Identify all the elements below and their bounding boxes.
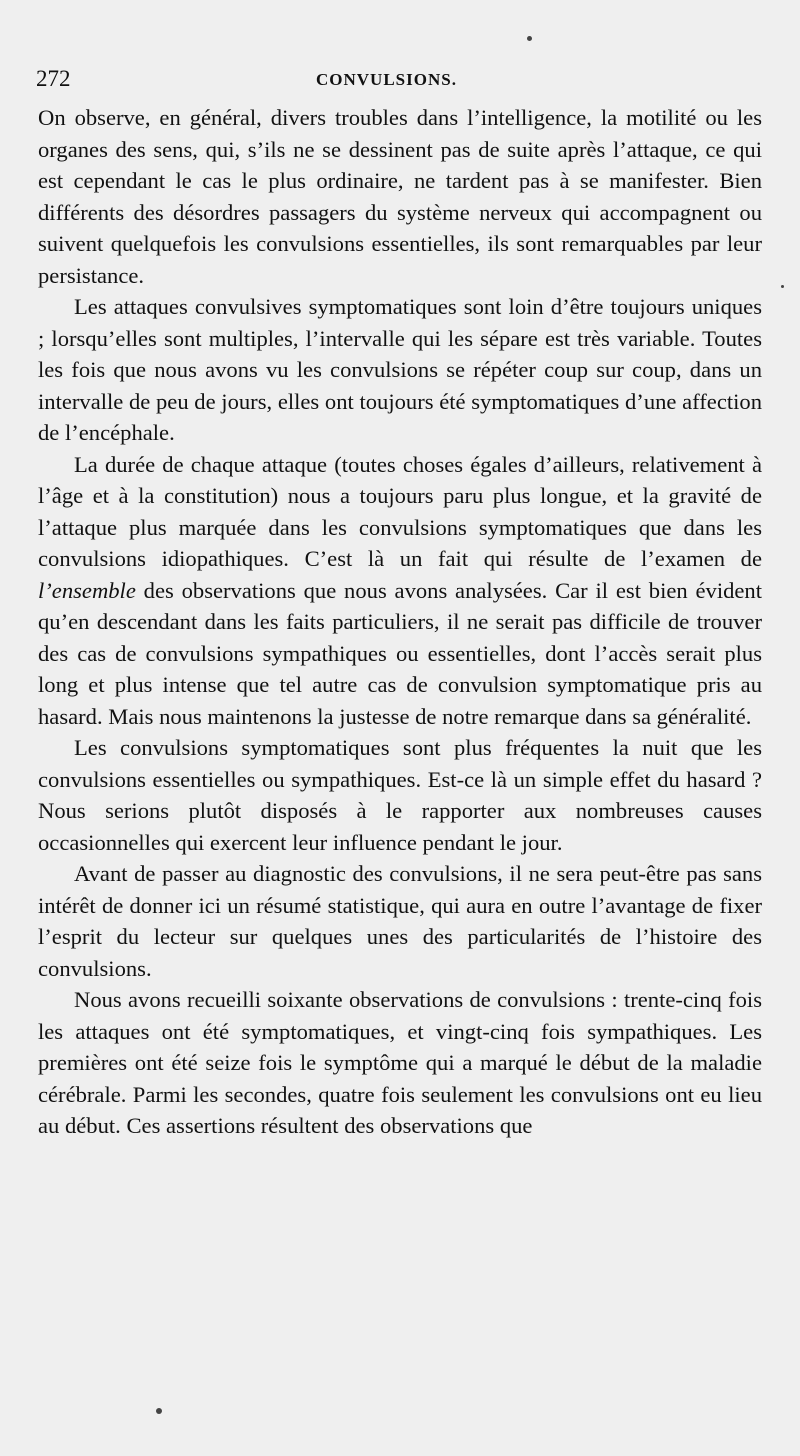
paragraph-4: Les convulsions symptomatiques sont plus fréquentes la nuit que les convulsions essentielles ou sympathiques. Est-ce là un simple effet du hasard ? Nous serions plutôt disposés à le rapporter aux nombreuses causes occasionnelles qui exercent leur influence pendant le jour.: [38, 735, 762, 855]
page-number: 272: [36, 66, 71, 91]
paragraph-3-text-before: La durée de chaque attaque (toutes choses égales d’ailleurs, relativement à l’âge et à la constitution) nous a toujours paru plus longue, et la gravité de l’attaque plus marquée dans les convulsions symptomatiques que dans les convulsions idiopathiques. C’est là un fait qui résulte de l’examen de: [38, 451, 762, 571]
paragraph-2: Les attaques convulsives symptomatiques sont loin d’être toujours uniques ; lorsqu’elles sont multiples, l’intervalle qui les sépare est très variable. Toutes les fois que nous avons vu les convulsions se répéter coup sur coup, dans un intervalle de peu de jours, elles ont toujours été symptomatiques d’une affection de l’encéphale.: [38, 294, 762, 445]
ink-speck-top: [527, 36, 532, 41]
ink-speck-margin: [781, 285, 784, 288]
page-header: [36, 66, 760, 100]
emphasis-ensemble: l’ensemble: [38, 577, 136, 603]
paragraph-3: [38, 449, 762, 733]
paragraph-6: Nous avons recueilli soixante observations de convulsions : trente-cinq fois les attaques ont été symptomatiques, et vingt-cinq fois sympathiques. Les premières ont été seize fois le symptôme qui a marqué le début de la maladie cérébrale. Parmi les secondes, quatre fois seulement les convulsions ont eu lieu au début. Ces assertions résultent des observations que: [38, 987, 762, 1138]
ink-speck-bottom: [156, 1408, 162, 1414]
paragraph-5: Avant de passer au diagnostic des convulsions, il ne sera peut-être pas sans intérêt de donner ici un résumé statistique, qui aura en outre l’avantage de fixer l’esprit du lecteur sur quelques unes des particularités de l’histoire des convulsions.: [38, 861, 762, 981]
paragraph-3-text-after: des observations que nous avons analysées. Car il est bien évident qu’en descendant dans les faits particuliers, il ne serait pas difficile de trouver des cas de convulsions sympathiques ou essentielles, dont l’accès serait plus long et plus intense que tel autre cas de convulsion symptomatique pris au hasard. Mais nous maintenons la justesse de notre remarque dans sa généralité.: [38, 577, 762, 729]
body-text: [38, 102, 762, 1142]
paragraph-1: On observe, en général, divers troubles dans l’intelligence, la motilité ou les organes des sens, qui, s’ils ne se dessinent pas de suite après l’attaque, ce qui est cependant le cas le plus ordinaire, ne tardent pas à se manifester. Bien différents des désordres passagers du système nerveux qui accompagnent ou suivent quelquefois les convulsions essentielles, ils sont remarquables par leur persistance.: [38, 105, 762, 288]
running-title: CONVULSIONS.: [316, 70, 457, 89]
